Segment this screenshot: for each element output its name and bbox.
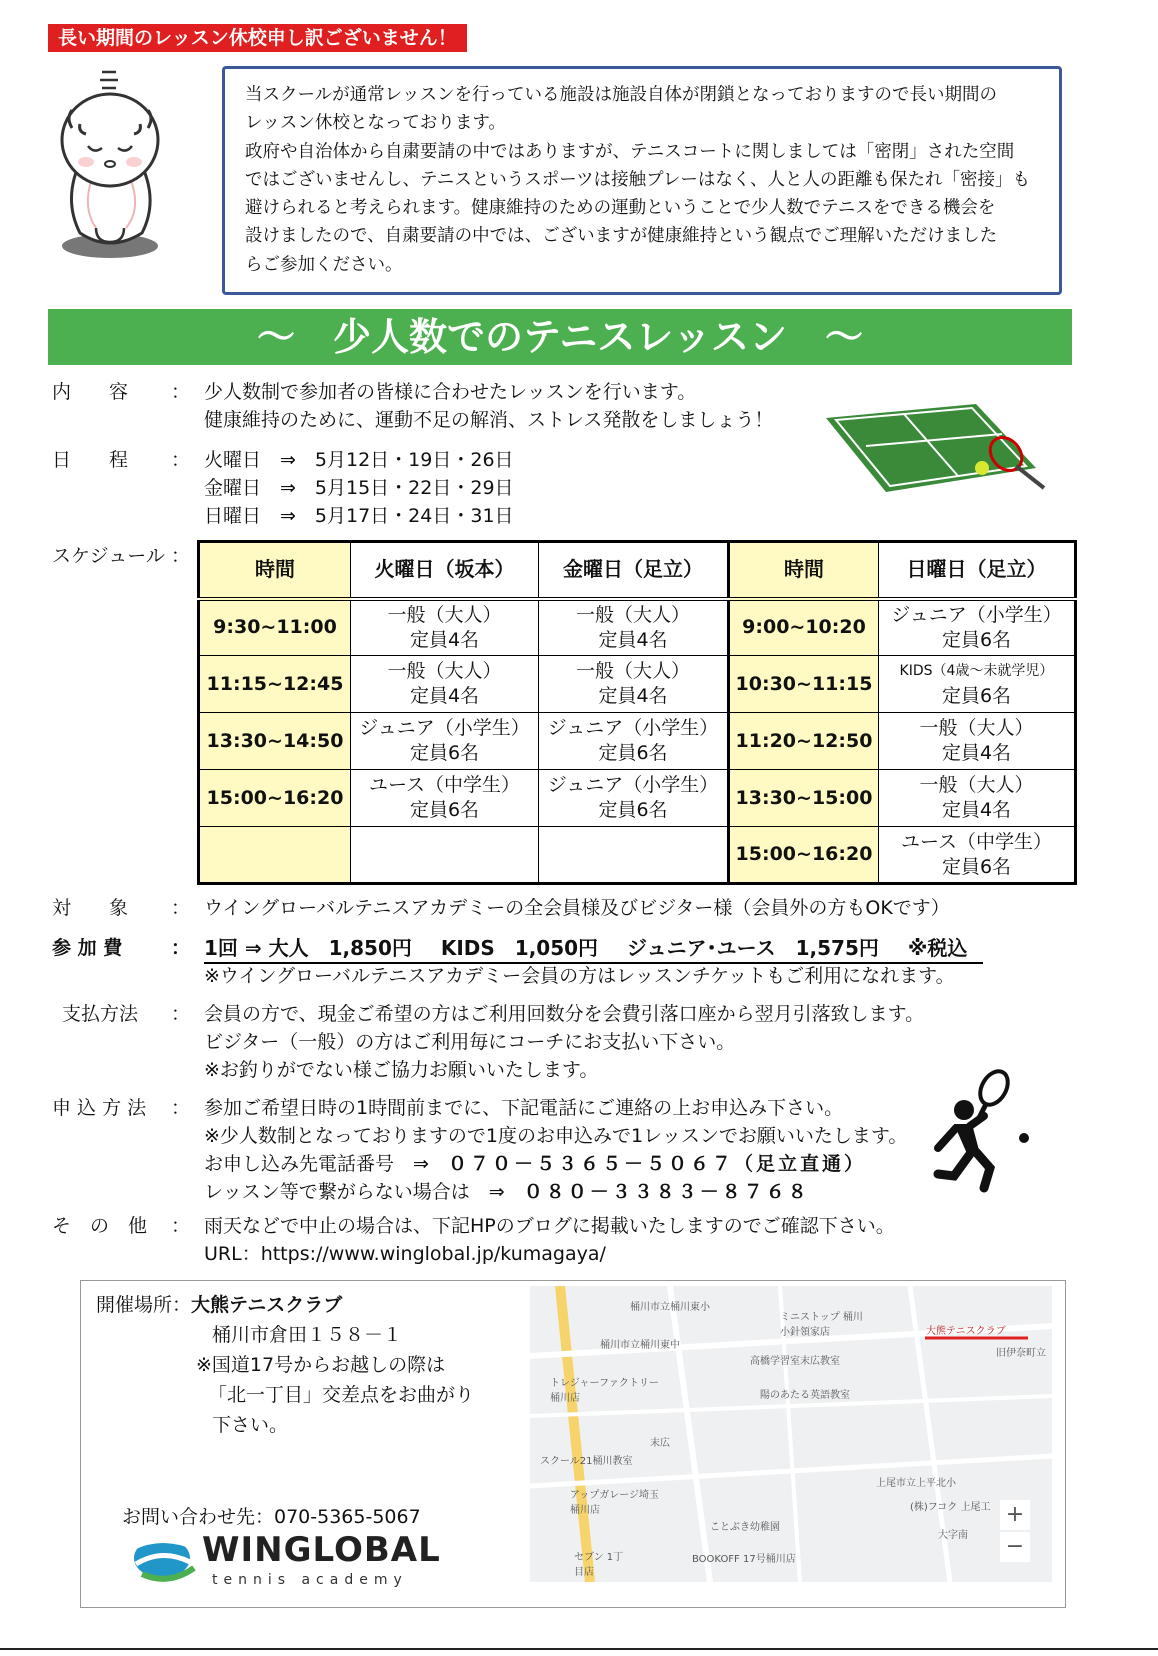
lesson-capacity: 定員6名 [941,628,1012,651]
logo-name: WINGLOBAL [202,1530,441,1570]
fee-kids: KIDS 1,050円 [440,936,599,960]
lesson-cell [351,599,539,656]
notice-box [222,66,1062,295]
lesson-cell [539,599,729,656]
table-row [199,827,1076,884]
lesson-cell [539,656,729,713]
nittei-line: 火曜日 ⇒ 5月12日・19日・26日 [204,449,514,471]
phone1-prefix: お申し込み先電話番号 ⇒ [204,1153,429,1175]
moushikomi-line: 参加ご希望日時の1時間前までに、下記電話にご連絡の上お申込み下さい。 [204,1097,844,1119]
time-cell: 11:15~12:45 [199,656,351,713]
moushikomi-label: 申 込 方 法 [52,1097,147,1119]
lesson-cell [351,827,539,884]
shiharai-label: 支払方法 [62,1003,139,1025]
lesson-cell [351,656,539,713]
lesson-type: ユース（中学生） [900,830,1053,853]
time-cell: 15:00~16:20 [199,770,351,827]
nittei-line: 日曜日 ⇒ 5月17日・24日・31日 [204,505,514,527]
lesson-type: 一般（大人） [919,717,1034,739]
lesson-capacity: 定員6名 [409,742,480,764]
lesson-capacity: 定員6名 [409,799,480,821]
bottom-rule [0,1648,1158,1650]
logo-subtitle: tennis academy [212,1572,408,1588]
venue-note: ※国道17号からお越しの際は [196,1354,446,1376]
lesson-capacity: 定員6名 [941,685,1012,707]
header-time: 時間 [199,542,351,599]
map-label: 陽のあたる英語教室 [760,1390,850,1401]
naiyou-line: 健康維持のために、運動不足の解消、ストレス発散をしましょう！ [204,409,774,431]
sankahi-note: ※ウイングローバルテニスアカデミー会員の方はレッスンチケットもご利用になれます。 [204,965,955,987]
notice-line: 当スクールが通常レッスンを行っている施設は施設自体が閉鎖となっておりますので長い期間の [245,85,997,105]
lesson-cell [879,713,1076,770]
table-row [199,599,1076,656]
lesson-type: ジュニア（小学生） [359,717,530,739]
map-label: 末広 [650,1438,670,1449]
section-title: ～ 少人数でのテニスレッスン ～ [48,309,1072,365]
lesson-cell [351,770,539,827]
lesson-type: 一般（大人） [387,660,502,682]
time-cell: 13:30~14:50 [199,713,351,770]
venue-note: 下さい。 [212,1414,289,1436]
schedule-label: スケジュール [52,545,165,567]
lesson-cell [539,713,729,770]
map-label: (株)フコク 上尾工 [910,1502,991,1513]
lesson-cell [351,713,539,770]
lesson-type: KIDS（4歳～未就学児） [899,663,1054,679]
shiharai-line: ※お釣りがでない様ご協力お願いいたします。 [204,1059,599,1081]
venue-map[interactable] [530,1286,1052,1582]
lesson-capacity: 定員4名 [598,685,668,707]
map-label: 桶川市立桶川東中 [600,1340,680,1351]
lesson-cell [539,827,729,884]
venue-line [96,1290,342,1320]
lesson-capacity: 定員4名 [409,685,480,707]
lesson-capacity: 定員4名 [941,799,1012,821]
notice-line: 設けましたので、自粛要請の中では、ございますが健康維持という観点でご理解いただけました [245,226,998,247]
fee-adult: 1回 ⇒ 大人 1,850円 [204,936,412,960]
map-zoom-in-button[interactable]: + [1000,1500,1030,1530]
header-time: 時間 [729,542,879,599]
notice-line: レッスン休校となっております。 [245,113,506,134]
map-label: 旧伊奈町立 [996,1348,1046,1359]
contact-phone: お問い合わせ先：070-5365-5067 [122,1506,421,1528]
phone-line-2 [204,1178,810,1206]
map-label: ことぶき幼稚園 [710,1522,780,1533]
notice-line: ではございませんし、テニスというスポーツは接触プレーはなく、人と人の距離も保たれ「密接」も [245,169,1031,190]
time-cell: 9:00~10:20 [729,599,879,656]
phone2-prefix: レッスン等で繋がらない場合は ⇒ [204,1181,505,1203]
lesson-cell [879,770,1076,827]
venue-label: 開催場所： [96,1294,192,1316]
header-tuesday: 火曜日（坂本） [351,542,539,599]
table-header-row [199,542,1076,599]
shiharai-line: ビジター（一般）の方はご利用毎にコーチにお支払い下さい。 [204,1031,736,1053]
fee-line [204,934,983,964]
phone1-number: ０７０－５３６５－５０６７（足立直通） [447,1153,866,1175]
header-friday: 金曜日（足立） [539,542,729,599]
lesson-capacity: 定員6名 [598,799,668,821]
lesson-type: 一般（大人） [575,603,690,626]
tennis-player-icon [924,1064,1044,1194]
header-sunday: 日曜日（足立） [879,542,1076,599]
table-row [199,713,1076,770]
taishou-label: 対 象 [52,897,129,919]
lesson-type: ユース（中学生） [368,774,521,796]
phone-line-1 [204,1150,866,1178]
map-label: トレジャーファクトリー桶川店 [550,1378,659,1404]
lesson-cell [879,599,1076,656]
lesson-type: 一般（大人） [387,603,502,626]
lesson-type: 一般（大人） [575,660,690,682]
time-cell: 13:30~15:00 [729,770,879,827]
colon: ： [171,1003,191,1025]
naiyou-line: 少人数制で参加者の皆様に合わせたレッスンを行います。 [204,381,697,403]
lesson-cell [879,827,1076,884]
lesson-capacity: 定員6名 [941,855,1012,878]
fee-tax-note: ※税込 [907,936,968,960]
sonota-line: 雨天などで中止の場合は、下記HPのブログに掲載いたしますのでご確認下さい。 [204,1215,895,1237]
phone2-number: ０８０－３３８３－８７６８ [523,1181,810,1203]
schedule-table [197,540,1077,885]
notice-line: 政府や自治体から自粛要請の中ではありますが、テニスコートに関しましては「密閉」された空間 [245,141,1015,162]
lesson-cell [539,770,729,827]
map-label: 上尾市立上平北小 [876,1478,956,1489]
nittei-line: 金曜日 ⇒ 5月15日・22日・29日 [204,477,514,499]
url-link[interactable]: URL：https://www.winglobal.jp/kumagaya/ [204,1243,606,1265]
table-row [199,656,1076,713]
sonota-label: そ の 他 [52,1215,148,1237]
time-cell [199,827,351,884]
map-label: 高橋学習室末広教室 [750,1356,840,1367]
map-label: 大字南 [938,1530,968,1541]
lesson-capacity: 定員4名 [941,742,1012,764]
colon: ： [171,1215,191,1237]
colon: ： [171,897,191,919]
colon: ： [171,1097,191,1119]
sankahi-label: 参 加 費 [52,937,123,959]
lesson-type: ジュニア（小学生） [547,774,719,796]
time-cell: 15:00~16:20 [729,827,879,884]
map-label: アップガレージ埼玉桶川店 [570,1490,659,1516]
map-label: ミニストップ 桶川小針領家店 [780,1312,863,1338]
notice-line: 避けられると考えられます。健康維持のための運動ということで少人数でテニスをできる機会を [245,198,996,219]
winglobal-logo-icon [128,1528,198,1584]
time-cell: 9:30~11:00 [199,599,351,656]
lesson-type: ジュニア（小学生） [547,717,719,739]
colon: ： [171,937,191,959]
venue-address: 桶川市倉田１５８－１ [212,1324,403,1346]
naiyou-label: 内 容 [52,381,129,403]
notice-line: らご参加ください。 [245,254,403,275]
map-label: 大熊テニスクラブ [926,1326,1006,1337]
lesson-type: ジュニア（小学生） [891,603,1062,626]
shiharai-line: 会員の方で、現金ご希望の方はご利用回数分を会費引落口座から翌月引落致します。 [204,1003,925,1025]
time-cell: 10:30~11:15 [729,656,879,713]
venue-name: 大熊テニスクラブ [191,1294,343,1316]
lesson-capacity: 定員6名 [598,742,668,764]
tennis-court-icon [826,396,1052,496]
bowing-mascot-icon [52,58,172,268]
colon: ： [171,545,191,567]
map-label: スクール21桶川教室 [540,1456,633,1467]
map-label: セブン 1丁目店 [574,1552,624,1578]
table-row [199,770,1076,827]
nittei-label: 日 程 [52,449,129,471]
lesson-capacity: 定員4名 [598,628,668,651]
fee-junior: ジュニア･ユース 1,575円 [627,936,879,960]
colon: ： [171,381,191,403]
lesson-type: 一般（大人） [919,774,1034,796]
moushikomi-line: ※少人数制となっておりますので1度のお申込みで1レッスンでお願いいたします。 [204,1125,908,1147]
time-cell: 11:20~12:50 [729,713,879,770]
map-label: BOOKOFF 17号桶川店 [692,1554,796,1565]
map-label: 桶川市立桶川東小 [630,1302,710,1313]
apology-banner: 長い期間のレッスン休校申し訳ございません！ [48,24,467,52]
venue-note: 「北一丁目」交差点をお曲がり [208,1384,475,1406]
colon: ： [171,449,191,471]
taishou-text: ウイングローバルテニスアカデミーの全会員様及びビジター様（会員外の方もOKです） [204,897,950,919]
lesson-capacity: 定員4名 [409,628,480,651]
winglobal-logo [128,1528,441,1588]
map-zoom-out-button[interactable]: − [1000,1532,1030,1562]
lesson-cell [879,656,1076,713]
